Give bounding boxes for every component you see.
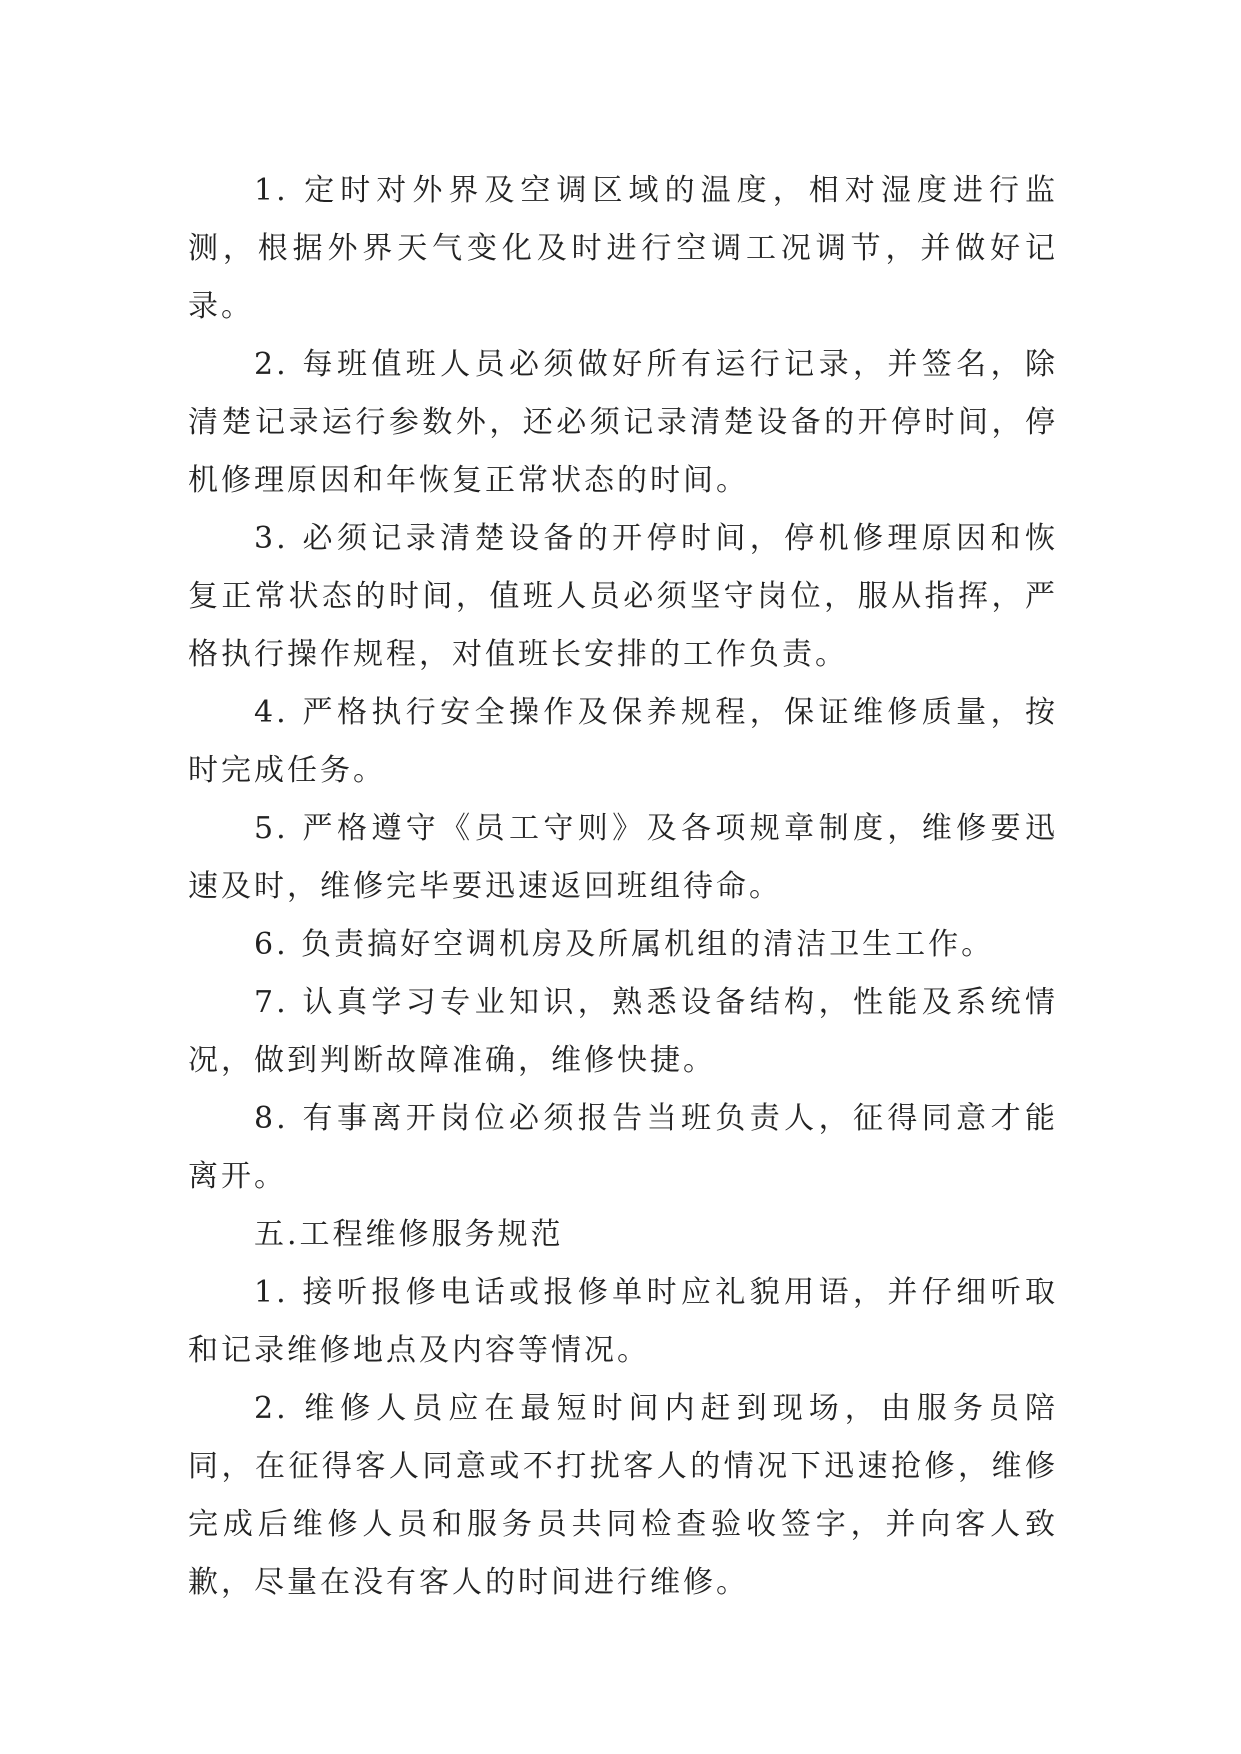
paragraph-3: 3. 必须记录清楚设备的开停时间，停机修理原因和恢复正常状态的时间，值班人员必须坚守岗位，服从指挥，严格执行操作规程，对值班长安排的工作负责。 (188, 521, 1058, 672)
paragraph-1: 1. 定时对外界及空调区域的温度，相对湿度进行监测，根据外界天气变化及时进行空调工况调节，并做好记录。 (188, 173, 1058, 324)
paragraph-6: 6. 负责搞好空调机房及所属机组的清洁卫生工作。 (254, 927, 995, 962)
paragraph-2: 2. 每班值班人员必须做好所有运行记录，并签名，除清楚记录运行参数外，还必须记录清楚设备的开停时间，停机修理原因和年恢复正常状态的时间。 (188, 347, 1058, 498)
section-heading: 五.工程维修服务规范 (254, 1217, 564, 1252)
paragraph-5: 5. 严格遵守《员工守则》及各项规章制度，维修要迅速及时，维修完毕要迅速返回班组待命。 (188, 811, 1058, 904)
paragraph-9: 1. 接听报修电话或报修单时应礼貌用语，并仔细听取和记录维修地点及内容等情况。 (188, 1275, 1058, 1368)
document-body (188, 162, 1058, 1612)
paragraph-4: 4. 严格执行安全操作及保养规程，保证维修质量，按时完成任务。 (188, 695, 1058, 788)
paragraph-10: 2. 维修人员应在最短时间内赶到现场，由服务员陪同，在征得客人同意或不打扰客人的情况下迅速抢修，维修完成后维修人员和服务员共同检查验收签字，并向客人致歉，尽量在没有客人的时间进行维修。 (188, 1391, 1058, 1600)
paragraph-8: 8. 有事离开岗位必须报告当班负责人，征得同意才能离开。 (188, 1101, 1058, 1194)
paragraph-7: 7. 认真学习专业知识，熟悉设备结构，性能及系统情况，做到判断故障准确，维修快捷。 (188, 985, 1058, 1078)
